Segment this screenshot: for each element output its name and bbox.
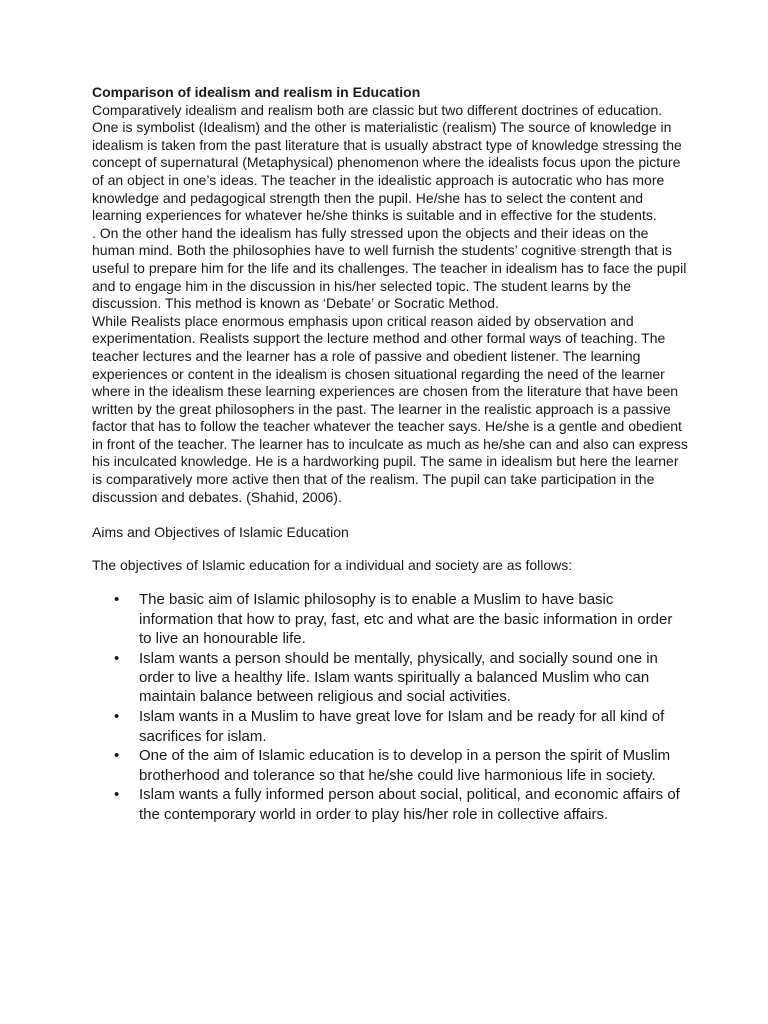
list-item	[92, 707, 688, 746]
section-heading-aims: Aims and Objectives of Islamic Education	[92, 524, 349, 541]
paragraph-other-hand: . On the other hand the idealism has fully stressed upon the objects and their ideas on the human mind. Both the philosophies have to well furnish the students’ cognitive strength that is useful to prepare him for the life and its challenges. The teacher in idealism has to face the pupil and to engage him in the discussion in his/her selected topic. The student learns by the discussion. This method is known as ‘Debate’ or Socratic Method.	[92, 224, 687, 312]
list-item	[92, 590, 688, 648]
list-item-text: Islam wants a person should be mentally, physically, and socially sound one in order to live a healthy life. Islam wants spiritually a balanced Muslim who can maintain balance between religious and social activities.	[139, 649, 658, 706]
list-item	[92, 746, 688, 785]
paragraph-realists: While Realists place enormous emphasis upon critical reason aided by observation and experimentation. Realists support the lecture method and other formal ways of teaching. The teacher lectures and the learner has a role of passive and obedient listener. The learning experiences or content in the idealism is chosen situational regarding the need of the learner where in the idealism these learning experiences are chosen from the literature that have been written by the great philosophers in the past. The learner in the realistic approach is a passive factor that has to follow the teacher whatever the teacher says. He/she is a gentle and obedient in front of the teacher. The learner has to inculcate as much as he/she can and also can express his inculcated knowledge. He is a hardworking pupil. The same in idealism but here the learner is comparatively more active then that of the realism. The pupil can take participation in the discussion and debates. (Shahid, 2006).	[92, 312, 688, 505]
paragraph-idealism-realism: Comparatively idealism and realism both are classic but two different doctrines of education. One is symbolist (Idealism) and the other is materialistic (realism) The source of knowledge in idealism is taken from the past literature that is usually abstract type of knowledge stressing the concept of supernatural (Metaphysical) phenomenon where the idealists focus upon the picture of an object in one’s ideas. The teacher in the idealistic approach is autocratic who has more knowledge and pedagogical strength then the pupil. He/she has to select the content and learning experiences for whatever he/she thinks is suitable and in effective for the students.	[92, 101, 682, 224]
list-item-text: One of the aim of Islamic education is to develop in a person the spirit of Muslim brotherhood and tolerance so that he/she could live harmonious life in society.	[139, 747, 671, 784]
bullet-icon: •	[114, 708, 120, 726]
objectives-intro: The objectives of Islamic education for a individual and society are as follows:	[92, 556, 573, 573]
list-item	[92, 649, 688, 707]
list-item-text: The basic aim of Islamic philosophy is to enable a Muslim to have basic information that how to pray, fast, etc and what are the basic information in order to live an honourable life.	[139, 591, 673, 648]
list-item-text: Islam wants a fully informed person about social, political, and economic affairs of the contemporary world in order to play his/her role in collective affairs.	[139, 786, 680, 823]
bullet-icon: •	[114, 786, 120, 804]
list-item-text: Islam wants in a Muslim to have great love for Islam and be ready for all kind of sacrifices for islam.	[139, 708, 665, 745]
document-page	[92, 84, 688, 825]
bullet-icon: •	[114, 649, 120, 667]
objectives-list	[92, 590, 688, 824]
bullet-icon: •	[114, 591, 120, 609]
bullet-icon: •	[114, 747, 120, 765]
document-title: Comparison of idealism and realism in Education	[92, 84, 421, 100]
list-item	[92, 785, 688, 824]
